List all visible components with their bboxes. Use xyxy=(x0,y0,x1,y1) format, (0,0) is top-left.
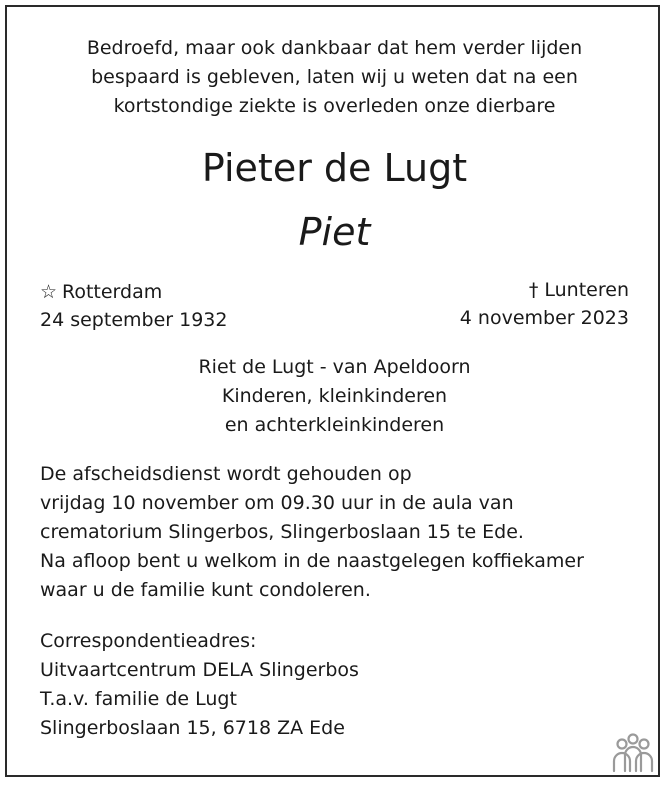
birth-place: Rotterdam xyxy=(62,281,163,303)
service-line: waar u de familie kunt condoleren. xyxy=(40,579,371,601)
death-place: Lunteren xyxy=(544,279,629,301)
family-line: Kinderen, kleinkinderen xyxy=(221,385,448,407)
service-line: De afscheidsdienst wordt gehouden op xyxy=(40,463,412,485)
family-line: en achterkleinkinderen xyxy=(224,414,445,436)
family-names xyxy=(0,353,669,440)
service-details xyxy=(40,460,584,605)
service-line: vrijdag 10 november om 09.30 uur in de aula van xyxy=(40,492,514,514)
address-line: Uitvaartcentrum DELA Slingerbos xyxy=(40,659,359,681)
correspondence-address xyxy=(40,627,359,743)
birth-info xyxy=(40,278,227,334)
cross-icon: † xyxy=(528,279,539,301)
intro-line: Bedroefd, maar ook dankbaar dat hem verder lijden xyxy=(86,37,583,59)
people-group-icon xyxy=(610,733,656,773)
family-line: Riet de Lugt - van Apeldoorn xyxy=(198,356,471,378)
intro-line: bespaard is gebleven, laten wij u weten dat na een xyxy=(91,66,578,88)
deceased-nickname: Piet xyxy=(298,210,371,254)
death-date: 4 november 2023 xyxy=(459,307,629,329)
service-line: crematorium Slingerbos, Slingerboslaan 15 te Ede. xyxy=(40,521,524,543)
address-line: Correspondentieadres: xyxy=(40,630,257,652)
intro-text xyxy=(0,34,669,121)
intro-line: kortstondige ziekte is overleden onze dierbare xyxy=(113,95,556,117)
address-line: T.a.v. familie de Lugt xyxy=(40,688,237,710)
death-info xyxy=(460,276,629,332)
star-icon: ☆ xyxy=(40,281,58,303)
address-line: Slingerboslaan 15, 6718 ZA Ede xyxy=(40,717,345,739)
birth-date: 24 september 1932 xyxy=(40,309,228,331)
service-line: Na afloop bent u welkom in de naastgelegen koffiekamer xyxy=(40,550,584,572)
deceased-name: Pieter de Lugt xyxy=(201,146,468,190)
